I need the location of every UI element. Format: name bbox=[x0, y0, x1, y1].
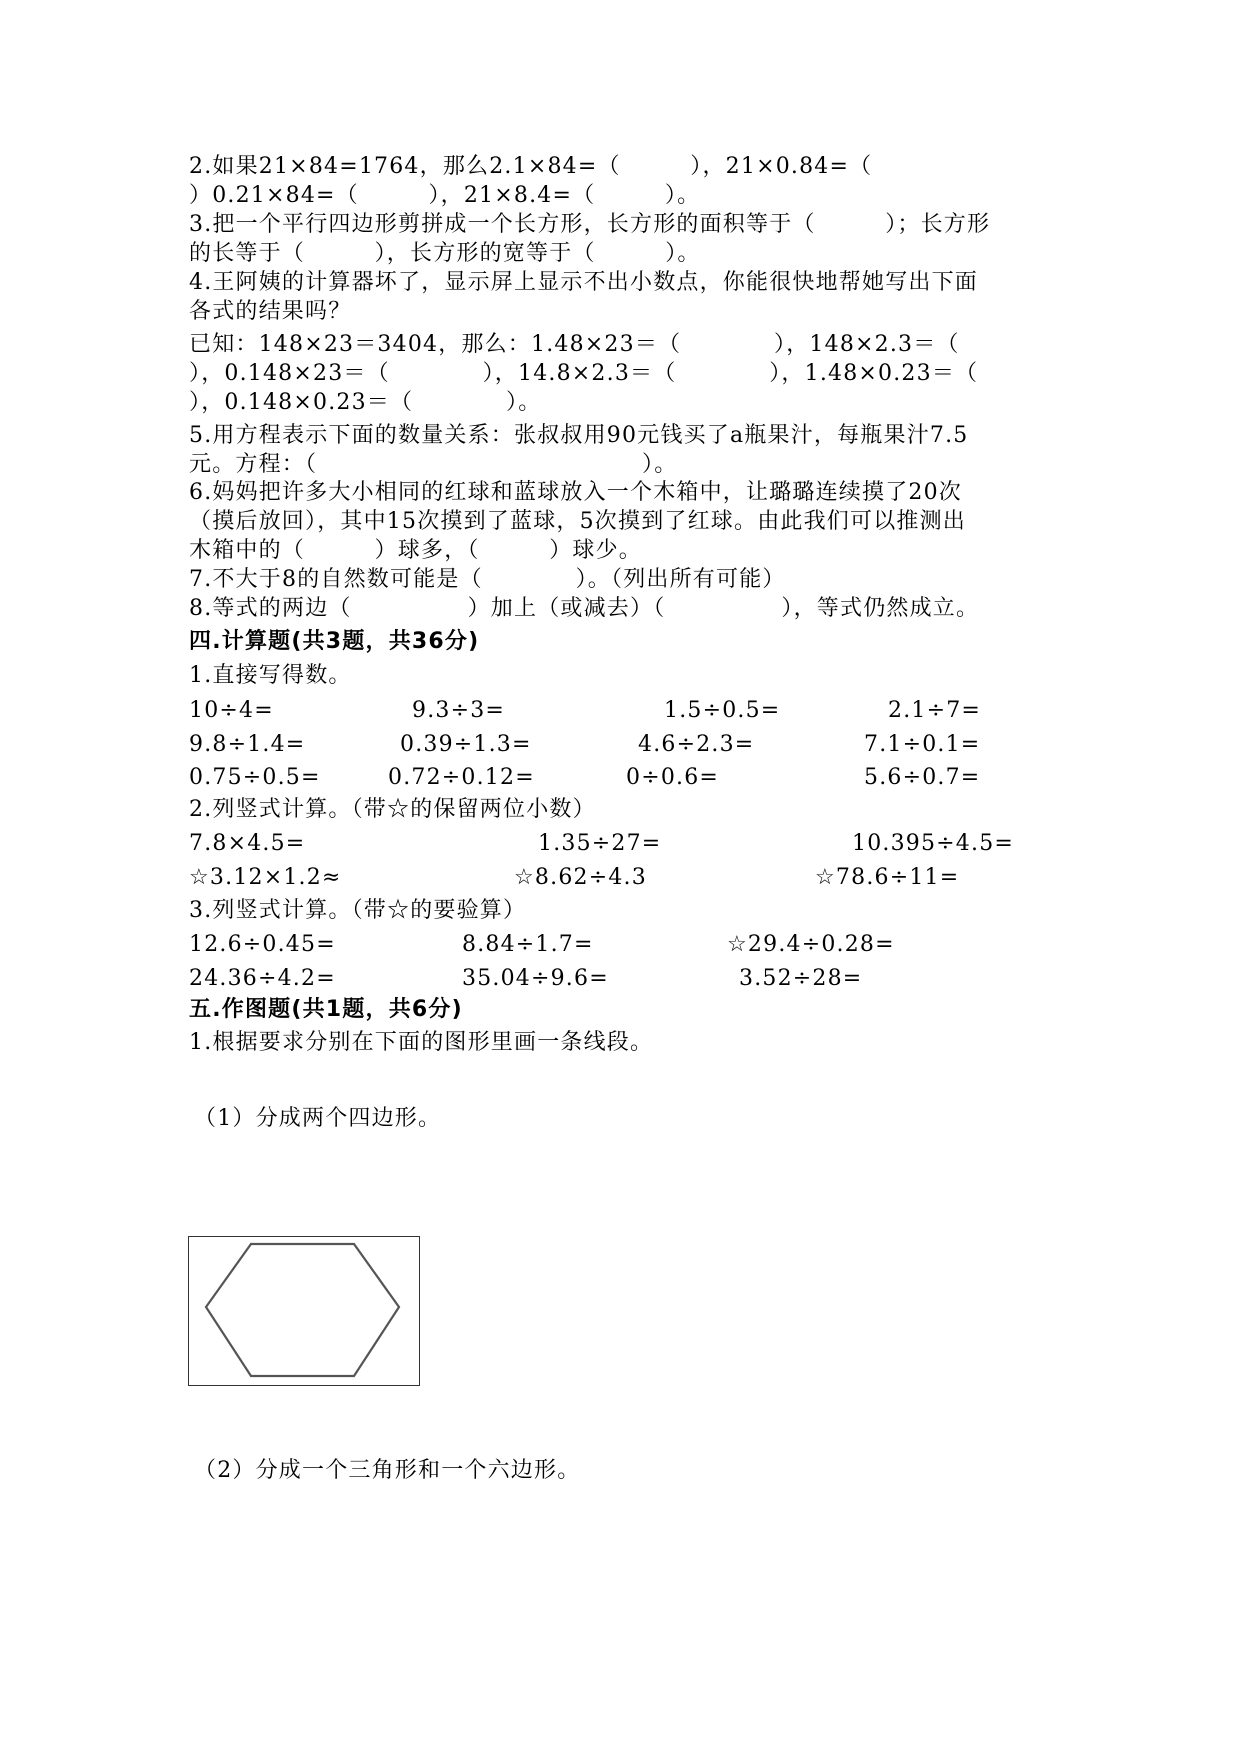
question-2-line-1: 2.如果21×84=1764，那么2.1×84=（ ），21×0.84=（ bbox=[189, 154, 873, 179]
calc-item: ☆78.6÷11= bbox=[815, 865, 960, 890]
calc-item: 1.5÷0.5= bbox=[664, 698, 781, 723]
calc-item: 3.52÷28= bbox=[739, 966, 863, 991]
question-6-line-2: （摸后放回），其中15次摸到了蓝球，5次摸到了红球。由此我们可以推测出 bbox=[189, 509, 966, 534]
section-4-heading: 四.计算题(共3题，共36分) bbox=[189, 629, 480, 654]
question-8-line: 8.等式的两边（ ）加上（或减去）（ ），等式仍然成立。 bbox=[189, 596, 980, 621]
calc-item: 0.39÷1.3= bbox=[400, 732, 532, 757]
calc-item: 10.395÷4.5= bbox=[852, 831, 1015, 856]
section-5-part-2: （2）分成一个三角形和一个六边形。 bbox=[194, 1458, 581, 1483]
section-5-q1-label: 1.根据要求分别在下面的图形里画一条线段。 bbox=[189, 1030, 654, 1055]
hexagon-figure bbox=[188, 1236, 420, 1386]
calc-item: 10÷4= bbox=[189, 698, 274, 723]
section-4-q1-label: 1.直接写得数。 bbox=[189, 663, 352, 688]
question-4-line-5: ），0.148×0.23＝（ ）。 bbox=[189, 390, 542, 415]
section-4-q3-label: 3.列竖式计算。（带☆的要验算） bbox=[189, 898, 527, 923]
question-3-line-2: 的长等于（ ），长方形的宽等于（ ）。 bbox=[189, 241, 701, 266]
calc-item: 8.84÷1.7= bbox=[462, 932, 594, 957]
calc-item: ☆3.12×1.2≈ bbox=[189, 865, 342, 890]
question-5-line-1: 5.用方程表示下面的数量关系：张叔叔用90元钱买了a瓶果汁，每瓶果汁7.5 bbox=[189, 423, 969, 448]
question-4-line-1: 4.王阿姨的计算器坏了，显示屏上显示不出小数点，你能很快地帮她写出下面 bbox=[189, 270, 978, 295]
question-6-line-3: 木箱中的（ ）球多，（ ）球少。 bbox=[189, 538, 643, 563]
question-4-line-2: 各式的结果吗？ bbox=[189, 299, 352, 324]
calc-item: 4.6÷2.3= bbox=[638, 732, 755, 757]
section-4-q2-label: 2.列竖式计算。（带☆的保留两位小数） bbox=[189, 797, 596, 822]
calc-item: 2.1÷7= bbox=[888, 698, 982, 723]
calc-item: 0.75÷0.5= bbox=[189, 765, 321, 790]
calc-item: 0÷0.6= bbox=[626, 765, 720, 790]
question-3-line-1: 3.把一个平行四边形剪拼成一个长方形，长方形的面积等于（ ）；长方形 bbox=[189, 212, 991, 237]
question-5-line-2: 元。方程：（ ）。 bbox=[189, 452, 678, 477]
question-4-line-4: ），0.148×23＝（ ），14.8×2.3＝（ ），1.48×0.23＝（ bbox=[189, 361, 979, 386]
calc-item: 24.36÷4.2= bbox=[189, 966, 336, 991]
question-6-line-1: 6.妈妈把许多大小相同的红球和蓝球放入一个木箱中，让璐璐连续摸了20次 bbox=[189, 480, 962, 505]
calc-item: ☆29.4÷0.28= bbox=[727, 932, 895, 957]
calc-item: 0.72÷0.12= bbox=[388, 765, 535, 790]
calc-item: 9.8÷1.4= bbox=[189, 732, 306, 757]
calc-item: 7.1÷0.1= bbox=[864, 732, 981, 757]
section-5-part-1: （1）分成两个四边形。 bbox=[194, 1106, 442, 1131]
question-4-line-3: 已知：148×23＝3404，那么：1.48×23＝（ ），148×2.3＝（ bbox=[189, 332, 960, 357]
hexagon-shape bbox=[189, 1237, 419, 1385]
calc-item: 1.35÷27= bbox=[538, 831, 662, 856]
calc-item: ☆8.62÷4.3 bbox=[514, 865, 647, 890]
calc-item: 7.8×4.5= bbox=[189, 831, 306, 856]
calc-item: 5.6÷0.7= bbox=[864, 765, 981, 790]
question-7-line: 7.不大于8的自然数可能是（ ）。（列出所有可能） bbox=[189, 567, 786, 592]
question-2-line-2: ）0.21×84=（ ），21×8.4=（ ）。 bbox=[189, 183, 701, 208]
calc-item: 9.3÷3= bbox=[412, 698, 506, 723]
section-5-heading: 五.作图题(共1题，共6分) bbox=[189, 997, 463, 1022]
calc-item: 12.6÷0.45= bbox=[189, 932, 336, 957]
calc-item: 35.04÷9.6= bbox=[462, 966, 609, 991]
